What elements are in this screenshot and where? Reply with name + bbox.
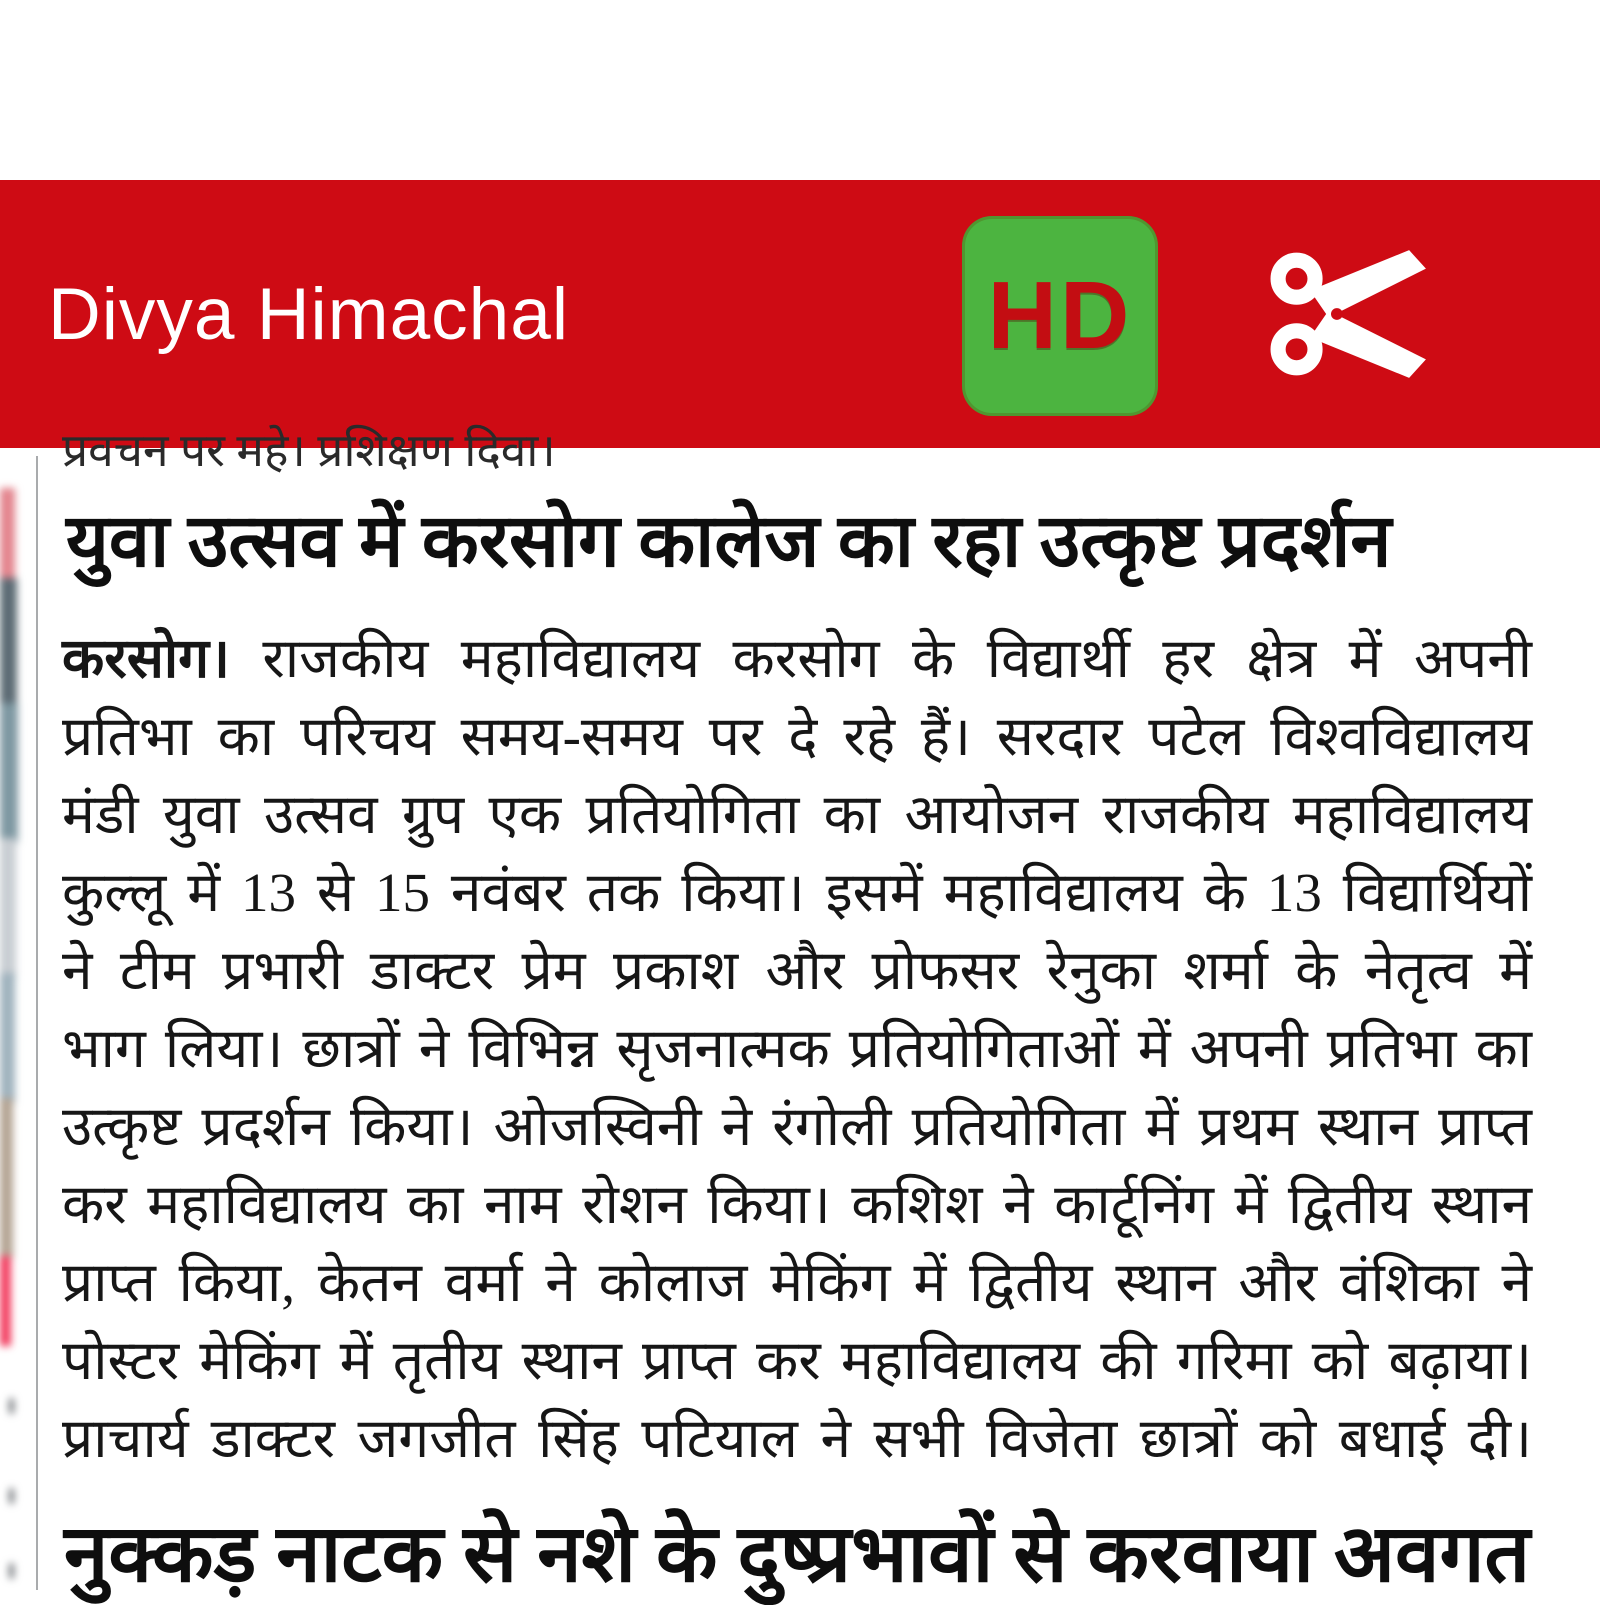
app-header-bar [0,180,1600,448]
article-dateline: करसोग। [62,628,230,689]
newspaper-scan [0,425,1600,1599]
article-line: करसोग। राजकीय महाविद्यालय करसोग के विद्यार्थी हर क्षेत्र में अपनी [62,628,1532,689]
article-line: भाग लिया। छात्रों ने विभिन्न सृजनात्मक प्रतियोगिताओं में अपनी प्रतिभा का [62,1018,1532,1079]
article-line: कुल्लू में 13 से 15 नवंबर तक किया। इसमें महाविद्यालय के 13 विद्यार्थियों [62,862,1532,923]
next-article-headline: नुक्कड़ नाटक से नशे के दुष्प्रभावों से करवाया अवगत [64,1511,1531,1599]
article-line: पोस्टर मेकिंग में तृतीय स्थान प्राप्त कर महाविद्यालय की गरिमा को बढ़ाया। [62,1330,1532,1391]
hd-badge-icon: HD [987,262,1133,369]
page-edge-artifacts [0,448,26,1590]
scissors-icon [1268,385,1436,402]
column-divider-line [36,456,38,1590]
article-line: ने टीम प्रभारी डाक्टर प्रेम प्रकाश और प्रोफसर रेनुका शर्मा के नेतृत्व में [62,940,1532,1001]
article-line: प्राप्त किया, केतन वर्मा ने कोलाज मेकिंग में द्वितीय स्थान और वंशिका ने [62,1252,1532,1313]
article-line: प्रतिभा का परिचय समय-समय पर दे रहे हैं। सरदार पटेल विश्वविद्यालय [62,706,1532,767]
clipped-text-line: प्रवचन पर महे। प्रशिक्षण दिवा। [62,425,556,476]
app-title: Divya Himachal [48,273,570,355]
article-line: कर महाविद्यालय का नाम रोशन किया। कशिश ने कार्टूनिंग में द्वितीय स्थान [62,1174,1532,1235]
article-line: मंडी युवा उत्सव ग्रुप एक प्रतियोगिता का आयोजन राजकीय महाविद्यालय [62,784,1533,845]
crop-clip-button[interactable] [1268,230,1436,398]
article-body [62,620,1532,1478]
article-line: उत्कृष्ट प्रदर्शन किया। ओजस्विनी ने रंगोली प्रतियोगिता में प्रथम स्थान प्राप्त [62,1096,1532,1157]
hd-quality-button[interactable] [962,216,1158,416]
article-headline: युवा उत्सव में करसोग कालेज का रहा उत्कृष्ट प्रदर्शन [66,501,1392,583]
article-line: प्राचार्य डाक्टर जगजीत सिंह पटियाल ने सभी विजेता छात्रों को बधाई दी। [62,1408,1532,1469]
